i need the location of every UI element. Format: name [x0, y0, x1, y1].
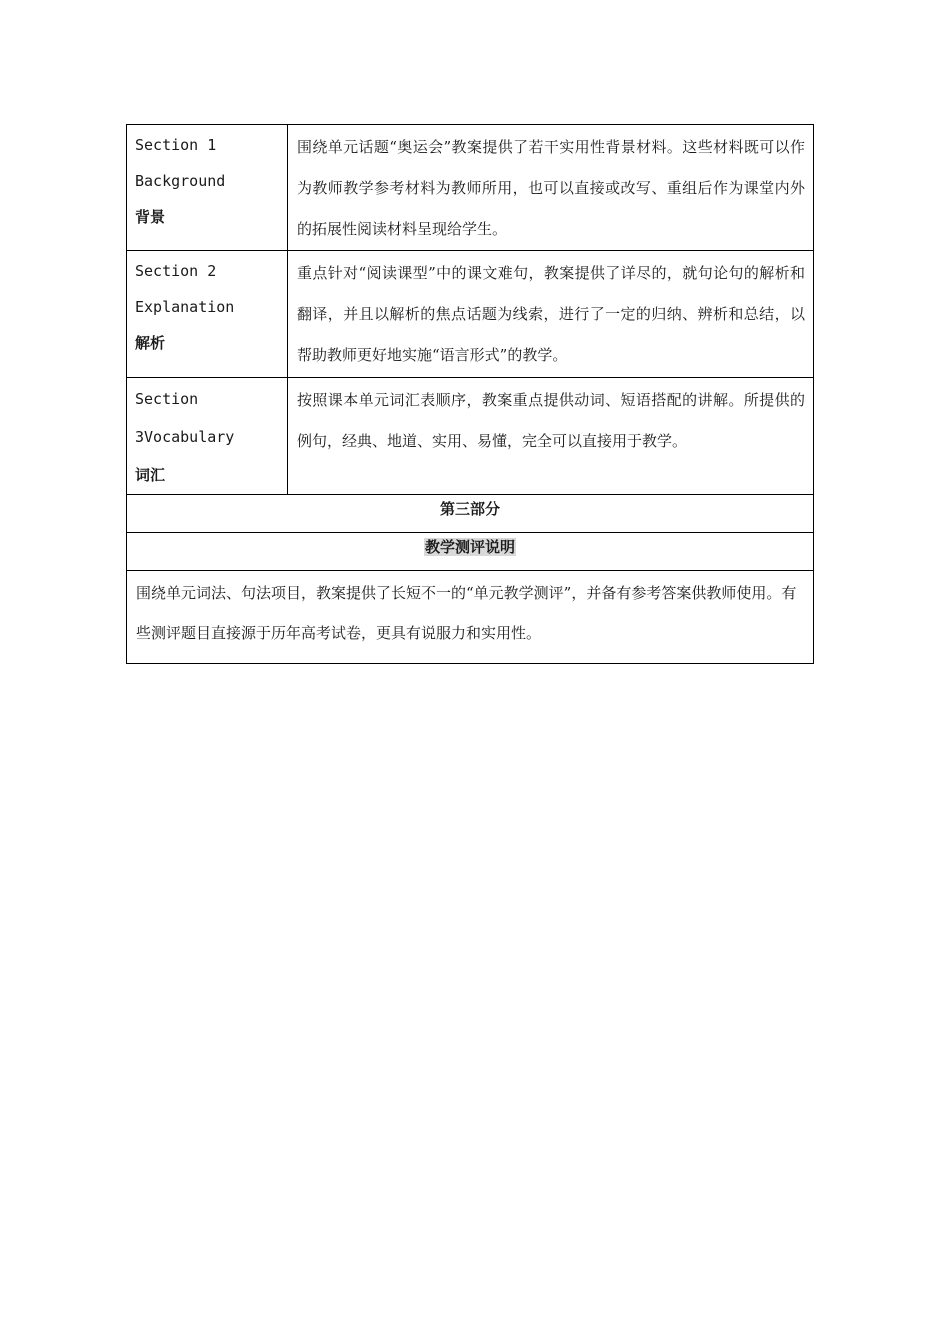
section-label-line: 3Vocabulary: [135, 428, 235, 446]
section-label-zh: 背景: [135, 208, 166, 226]
table-row: [127, 571, 814, 664]
section-label-line: Section: [135, 390, 199, 408]
section-label-zh: 词汇: [135, 466, 166, 484]
part-heading: 第三部分: [127, 495, 814, 533]
table-row: [127, 533, 814, 571]
section-label-cell: [127, 378, 288, 495]
table-row: [127, 495, 814, 533]
assessment-heading-cell: [127, 533, 814, 571]
assessment-heading: 教学测评说明: [424, 538, 515, 556]
section-label-line: Explanation: [135, 298, 235, 316]
table-row: [127, 378, 814, 495]
section-description: 围绕单元话题“奥运会”教案提供了若干实用性背景材料。这些材料既可以作为教师教学参考材料为教师所用，也可以直接或改写、重组后作为课堂内外的拓展性阅读材料呈现给学生。: [288, 125, 814, 251]
section-label-cell: [127, 125, 288, 251]
section-description: 按照课本单元词汇表顺序，教案重点提供动词、短语搭配的讲解。所提供的例句，经典、地道、实用、易懂，完全可以直接用于教学。: [288, 378, 814, 495]
table-row: [127, 125, 814, 251]
section-label-cell: [127, 251, 288, 378]
section-label-zh: 解析: [135, 334, 166, 352]
assessment-text: 围绕单元词法、句法项目，教案提供了长短不一的“单元教学测评”，并备有参考答案供教师使用。有些测评题目直接源于历年高考试卷，更具有说服力和实用性。: [127, 571, 814, 664]
section-label-line: Section 2: [135, 262, 217, 280]
section-label-line: Section 1: [135, 136, 217, 154]
content-table: [126, 124, 814, 664]
table-row: [127, 251, 814, 378]
section-description: 重点针对“阅读课型”中的课文难句，教案提供了详尽的，就句论句的解析和翻译，并且以解析的焦点话题为线索，进行了一定的归纳、辨析和总结，以帮助教师更好地实施“语言形式”的教学。: [288, 251, 814, 378]
section-label-line: Background: [135, 172, 226, 190]
